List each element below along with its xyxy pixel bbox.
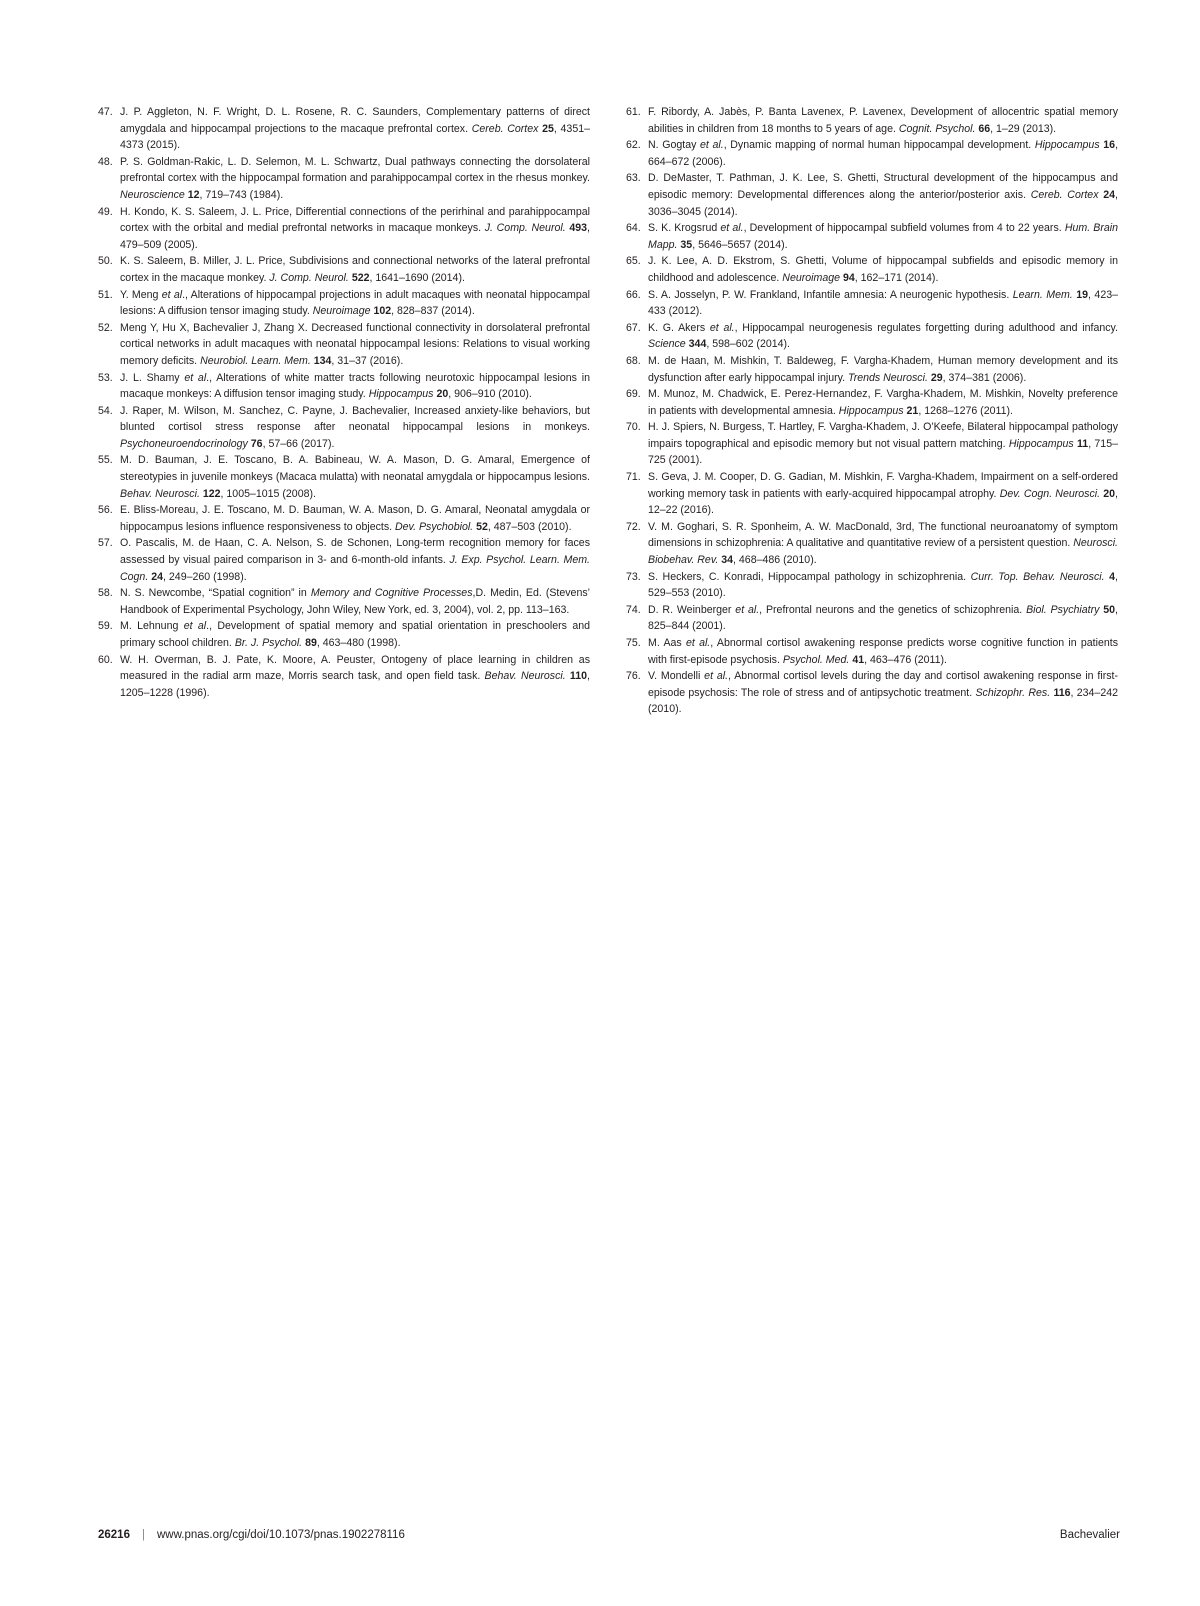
reference-number: 47. — [98, 106, 113, 118]
reference-text: V. Mondelli — [648, 670, 705, 683]
reference-volume: 76 — [250, 437, 263, 450]
reference-volume: 134 — [313, 354, 332, 367]
reference-volume: 94 — [842, 271, 855, 284]
reference-text: ., Alterations of hippocampal projections in adult macaques with neonatal hippocampal lesions: A diffusion tensor imaging study. — [120, 288, 590, 318]
reference-text: Y. Meng — [120, 288, 162, 301]
reference-volume: 50 — [1103, 603, 1116, 616]
reference-volume: 344 — [688, 338, 707, 351]
reference-journal: Neuroimage — [782, 271, 841, 284]
reference-number: 60. — [98, 653, 113, 666]
page-footer — [98, 1527, 1120, 1547]
reference-text: D. DeMaster, T. Pathman, J. K. Lee, S. Ghetti, Structural development of the hippocampus and episodic memory: Developmental differences along the anterior/posterior axis. — [648, 172, 1118, 201]
reference-item — [626, 353, 1118, 386]
reference-item — [98, 320, 590, 370]
reference-item — [98, 585, 590, 618]
reference-text: V. M. Goghari, S. R. Sponheim, A. W. MacDonald, 3rd, The functional neuroanatomy of symptom dimensions in schizophrenia: A qualitative and quantitative review of a persistent question. — [648, 520, 1118, 550]
reference-journal: Hippocampus — [368, 388, 434, 401]
reference-item — [626, 469, 1118, 519]
reference-number: 76. — [626, 670, 641, 683]
reference-text: J. Raper, M. Wilson, M. Sanchez, C. Payne, J. Bachevalier, Increased anxiety-like behaviors, but blunted cortisol stress response after neonatal hippocampal lesions in monkeys. — [120, 404, 590, 434]
reference-text: , 57–66 (2017). — [262, 437, 335, 450]
running-author: Bachevalier — [1059, 1529, 1120, 1541]
reference-volume: 34 — [721, 554, 734, 567]
reference-journal: et al. — [685, 637, 711, 649]
reference-text: , 1205–1228 (1996). — [120, 670, 590, 699]
reference-number: 49. — [98, 205, 113, 218]
reference-number: 59. — [98, 620, 113, 633]
reference-text: , Dynamic mapping of normal human hippocampal development. — [723, 139, 1035, 152]
reference-journal: et al. — [700, 139, 724, 152]
references-column-right — [626, 104, 1118, 718]
reference-volume: 11 — [1076, 437, 1089, 450]
reference-text: , 4351–4373 (2015). — [120, 122, 590, 152]
reference-number: 57. — [98, 537, 113, 550]
reference-volume: 25 — [542, 122, 554, 135]
reference-text: J. P. Aggleton, N. F. Wright, D. L. Rosene, R. C. Saunders, Complementary patterns of direct amygdala and hippocampal projections to the macaque prefrontal cortex. — [120, 106, 590, 135]
reference-text: , 12–22 (2016). — [648, 487, 1118, 517]
reference-volume: 116 — [1053, 686, 1071, 699]
reference-text: ., Alterations of white matter tracts following neurotoxic hippocampal lesions in macaque monkeys: A diffusion tensor imaging study. — [120, 371, 590, 401]
reference-journal: Hippocampus — [1034, 139, 1100, 152]
reference-text: K. S. Saleem, B. Miller, J. L. Price, Subdivisions and connectional networks of the lateral prefrontal cortex in the macaque monkey. — [120, 255, 590, 284]
reference-journal: Psychoneuroendocrinology — [120, 437, 248, 450]
references-column-left — [98, 104, 590, 701]
reference-journal: et al. — [720, 222, 744, 235]
reference-text: S. A. Josselyn, P. W. Frankland, Infantile amnesia: A neurogenic hypothesis. — [648, 288, 1013, 301]
reference-volume: 21 — [906, 404, 919, 417]
reference-text: ., Development of spatial memory and spatial orientation in preschoolers and primary school children. — [120, 620, 591, 649]
reference-journal: Cereb. Cortex — [1030, 188, 1099, 201]
reference-item — [626, 253, 1118, 286]
reference-number: 48. — [98, 155, 113, 168]
reference-journal: Trends Neurosci. — [848, 371, 928, 384]
reference-journal: et al. — [709, 321, 735, 334]
reference-volume: 24 — [1103, 188, 1116, 201]
reference-text: , 664–672 (2006). — [648, 139, 1119, 168]
reference-item — [98, 287, 590, 320]
reference-volume: 4 — [1109, 570, 1116, 583]
reference-journal: Neurobiol. Learn. Mem. — [200, 354, 311, 367]
reference-number: 69. — [626, 388, 641, 401]
reference-number: 74. — [626, 603, 641, 616]
reference-text: , 423–433 (2012). — [648, 288, 1118, 318]
reference-volume: 20 — [436, 388, 449, 401]
reference-journal: et al — [184, 371, 207, 384]
reference-journal: Hippocampus — [838, 404, 904, 417]
reference-volume: 110 — [569, 670, 588, 683]
reference-journal: Br. J. Psychol. — [234, 637, 303, 649]
reference-text: S. K. Krogsrud — [648, 222, 721, 235]
reference-text: , Prefrontal neurons and the genetics of schizophrenia. — [759, 603, 1027, 616]
reference-item — [626, 287, 1118, 320]
reference-item — [98, 535, 590, 585]
reference-journal: Cereb. Cortex — [471, 122, 539, 135]
reference-number: 71. — [626, 471, 641, 484]
reference-text: , 825–844 (2001). — [648, 603, 1118, 633]
reference-text: , 529–553 (2010). — [648, 570, 1118, 600]
reference-text: P. S. Goldman-Rakic, L. D. Selemon, M. L. Schwartz, Dual pathways connecting the dorsolateral prefrontal cortex with the hippocampal formation and parahippocampal cortex in the rhesus monkey. — [120, 155, 590, 185]
reference-journal: Hippocampus — [1008, 437, 1074, 450]
reference-number: 75. — [626, 637, 641, 649]
reference-number: 68. — [626, 354, 641, 367]
reference-number: 63. — [626, 172, 641, 185]
reference-item — [98, 502, 590, 535]
reference-text: M. Munoz, M. Chadwick, E. Perez-Hernandez, F. Vargha-Khadem, M. Mishkin, Novelty preference in patients with developmental amnesia. — [648, 388, 1118, 417]
reference-number: 58. — [98, 587, 113, 600]
reference-volume: 29 — [930, 371, 943, 384]
reference-number: 55. — [98, 454, 113, 467]
reference-item — [98, 403, 590, 453]
reference-journal: Dev. Cogn. Neurosci. — [999, 487, 1101, 500]
reference-text: , 1005–1015 (2008). — [220, 487, 316, 500]
reference-text: , 463–476 (2011). — [864, 653, 947, 666]
reference-item — [626, 569, 1118, 602]
reference-number: 65. — [626, 255, 641, 268]
reference-number: 73. — [626, 570, 641, 583]
reference-volume: 66 — [978, 122, 991, 135]
reference-text: N. S. Newcombe, “Spatial cognition” in — [120, 587, 311, 600]
reference-item — [626, 635, 1118, 668]
reference-text: , Abnormal cortisol awakening response predicts worse cognitive function in patients with first-episode psychosis. — [648, 637, 1118, 666]
reference-text: S. Geva, J. M. Cooper, D. G. Gadian, M. Mishkin, F. Vargha-Khadem, Impairment on a self-ordered working memory task in patients with early-acquired hippocampal atrophy. — [648, 471, 1118, 500]
reference-journal: Curr. Top. Behav. Neurosci. — [970, 570, 1105, 583]
reference-text: J. L. Shamy — [120, 371, 185, 384]
reference-text: , 374–381 (2006). — [942, 371, 1027, 384]
reference-item — [626, 104, 1118, 137]
reference-number: 67. — [626, 321, 641, 334]
reference-journal: et al — [183, 620, 207, 633]
reference-text: , 487–503 (2010). — [487, 520, 572, 533]
reference-number: 64. — [626, 222, 641, 235]
reference-number: 66. — [626, 288, 641, 301]
reference-journal: Neuroimage — [312, 305, 371, 318]
reference-volume: 24 — [151, 570, 164, 583]
reference-text: M. Lehnung — [120, 620, 184, 633]
reference-text: F. Ribordy, A. Jabès, P. Banta Lavenex, P. Lavenex, Development of allocentric spatial memory abilities in children from 18 months to 5 years of age. — [648, 106, 1118, 135]
reference-journal: J. Comp. Neurol. — [269, 271, 349, 284]
reference-text: , 162–171 (2014). — [854, 271, 939, 284]
reference-text: D. R. Weinberger — [648, 603, 736, 616]
reference-journal: Cognit. Psychol. — [898, 122, 976, 135]
reference-text: J. K. Lee, A. D. Ekstrom, S. Ghetti, Volume of hippocampal subfields and episodic memory in childhood and adolescence. — [648, 255, 1118, 284]
reference-text: , Hippocampal neurogenesis regulates forgetting during adulthood and infancy. — [734, 321, 1118, 334]
reference-journal: et al. — [735, 603, 760, 616]
reference-number: 72. — [626, 520, 641, 533]
reference-item — [626, 386, 1118, 419]
reference-item — [626, 320, 1118, 353]
reference-item — [626, 519, 1118, 569]
reference-volume: 41 — [852, 653, 865, 666]
reference-journal: Hum. Brain Mapp. — [648, 222, 1119, 251]
reference-number: 50. — [98, 255, 113, 268]
reference-text: W. H. Overman, B. J. Pate, K. Moore, A. Peuster, Ontogeny of place learning in children as measured in the radial arm maze, Morris search task, and open field task. — [120, 653, 590, 683]
reference-text: M. Aas — [648, 637, 686, 649]
reference-text: O. Pascalis, M. de Haan, C. A. Nelson, S. de Schonen, Long-term recognition memory for faces assessed by visual paired comparison in 3- and 6-month-old infants. — [120, 537, 590, 567]
reference-journal: Biol. Psychiatry — [1026, 603, 1100, 616]
reference-text: , 5646–5657 (2014). — [692, 238, 788, 251]
reference-item — [626, 668, 1118, 718]
reference-volume: 102 — [373, 305, 392, 318]
reference-volume: 122 — [202, 487, 221, 500]
reference-number: 61. — [626, 106, 641, 118]
reference-text: , 828–837 (2014). — [391, 305, 475, 318]
reference-item — [98, 253, 590, 286]
doi-link[interactable]: www.pnas.org/cgi/doi/10.1073/pnas.1902278116 — [156, 1529, 405, 1541]
reference-journal: et al — [161, 288, 183, 301]
reference-item — [98, 618, 590, 651]
reference-text: , 598–602 (2014). — [706, 338, 790, 351]
reference-volume: 522 — [351, 271, 370, 284]
reference-number: 51. — [98, 288, 113, 301]
reference-journal: Behav. Neurosci. — [120, 487, 200, 500]
reference-text: , 31–37 (2016). — [331, 354, 404, 367]
reference-journal: Learn. Mem. — [1012, 288, 1073, 301]
reference-item — [98, 204, 590, 254]
reference-item — [626, 602, 1118, 635]
reference-text: S. Heckers, C. Konradi, Hippocampal pathology in schizophrenia. — [648, 570, 971, 583]
reference-text: M. de Haan, M. Mishkin, T. Baldeweg, F. Vargha-Khadem, Human memory development and its dysfunction after early hippocampal injury. — [648, 354, 1118, 384]
reference-journal: Neuroscience — [120, 188, 185, 201]
reference-text: H. Kondo, K. S. Saleem, J. L. Price, Differential connections of the perirhinal and parahippocampal cortex with the orbital and medial prefrontal networks in macaque monkeys. — [120, 205, 590, 235]
reference-text: , 249–260 (1998). — [163, 570, 247, 583]
reference-volume: 35 — [680, 238, 693, 251]
reference-text: , Abnormal cortisol levels during the day and cortisol awakening response in first-episode psychosis: The role of stress and of antipsychotic treatment. — [648, 670, 1118, 699]
reference-volume: 89 — [305, 637, 317, 649]
reference-journal: Dev. Psychobiol. — [395, 520, 474, 533]
reference-item — [98, 452, 590, 502]
reference-text: K. G. Akers — [648, 321, 710, 334]
reference-number: 52. — [98, 321, 113, 334]
reference-item — [98, 104, 590, 154]
reference-item — [98, 370, 590, 403]
page-number: 26216 — [98, 1529, 130, 1541]
reference-number: 62. — [626, 139, 641, 152]
reference-text: , 3036–3045 (2014). — [648, 188, 1118, 218]
reference-text: Meng Y, Hu X, Bachevalier J, Zhang X. Decreased functional connectivity in dorsolateral prefrontal cortical networks in adult macaques with neonatal hippocampal lesions: Relations to visual working memory deficits. — [120, 321, 590, 367]
reference-journal: Neurosci. Biobehav. Rev. — [648, 537, 1118, 567]
reference-journal: Psychol. Med. — [782, 653, 850, 666]
reference-volume: 20 — [1103, 487, 1116, 500]
reference-text: , 1–29 (2013). — [990, 122, 1057, 135]
reference-number: 56. — [98, 504, 113, 517]
reference-journal: J. Exp. Psychol. Learn. Mem. Cogn. — [120, 554, 590, 583]
reference-journal: Behav. Neurosci. — [484, 670, 566, 683]
reference-text: E. Bliss-Moreau, J. E. Toscano, M. D. Bauman, W. A. Mason, D. G. Amaral, Neonatal amygdala or hippocampus lesions influence responsiveness to objects. — [120, 504, 590, 533]
reference-text: , Development of hippocampal subfield volumes from 4 to 22 years. — [743, 222, 1065, 235]
reference-text: , 719–743 (1984). — [199, 188, 284, 201]
reference-text: H. J. Spiers, N. Burgess, T. Hartley, F. Vargha-Khadem, J. O’Keefe, Bilateral hippocampal pathology impairs topographical and episodic memory but not visual pattern matching. — [648, 421, 1118, 450]
reference-volume: 52 — [476, 520, 488, 533]
reference-volume: 19 — [1076, 288, 1089, 301]
reference-item — [626, 419, 1118, 469]
reference-item — [98, 154, 590, 204]
reference-journal: J. Comp. Neurol. — [484, 222, 566, 235]
reference-item — [626, 220, 1118, 253]
reference-text: , 234–242 (2010). — [648, 686, 1118, 716]
reference-text: , 715–725 (2001). — [648, 437, 1118, 467]
reference-text: ,D. Medin, Ed. (Stevens’ Handbook of Experimental Psychology, John Wiley, New York, ed. 3, 2004), vol. 2, pp. 113–163. — [120, 587, 590, 616]
reference-number: 70. — [626, 421, 641, 434]
reference-text: , 906–910 (2010). — [448, 388, 532, 401]
reference-item — [626, 170, 1118, 220]
reference-number: 53. — [98, 371, 113, 384]
reference-journal: Memory and Cognitive Processes — [310, 587, 473, 600]
reference-text: , 468–486 (2010). — [733, 554, 817, 567]
reference-journal: Science — [648, 338, 686, 351]
reference-journal: Schizophr. Res. — [975, 686, 1051, 699]
footer-separator: | — [141, 1529, 145, 1541]
reference-number: 54. — [98, 404, 113, 417]
reference-text: N. Gogtay — [648, 139, 701, 152]
reference-text: , 463–480 (1998). — [316, 637, 401, 649]
reference-text: , 1641–1690 (2014). — [369, 271, 465, 284]
reference-item — [626, 137, 1118, 170]
reference-text: M. D. Bauman, J. E. Toscano, B. A. Babineau, W. A. Mason, D. G. Amaral, Emergence of stereotypies in juvenile monkeys (Macaca mulatta) with neonatal amygdala or hippocampus lesions. — [120, 454, 590, 484]
reference-journal: et al. — [704, 670, 729, 683]
reference-volume: 493 — [569, 222, 588, 235]
reference-text: , 479–509 (2005). — [120, 222, 590, 251]
reference-item — [98, 652, 590, 702]
reference-volume: 16 — [1103, 139, 1116, 152]
reference-text: , 1268–1276 (2011). — [918, 404, 1013, 417]
reference-volume: 12 — [187, 188, 200, 201]
